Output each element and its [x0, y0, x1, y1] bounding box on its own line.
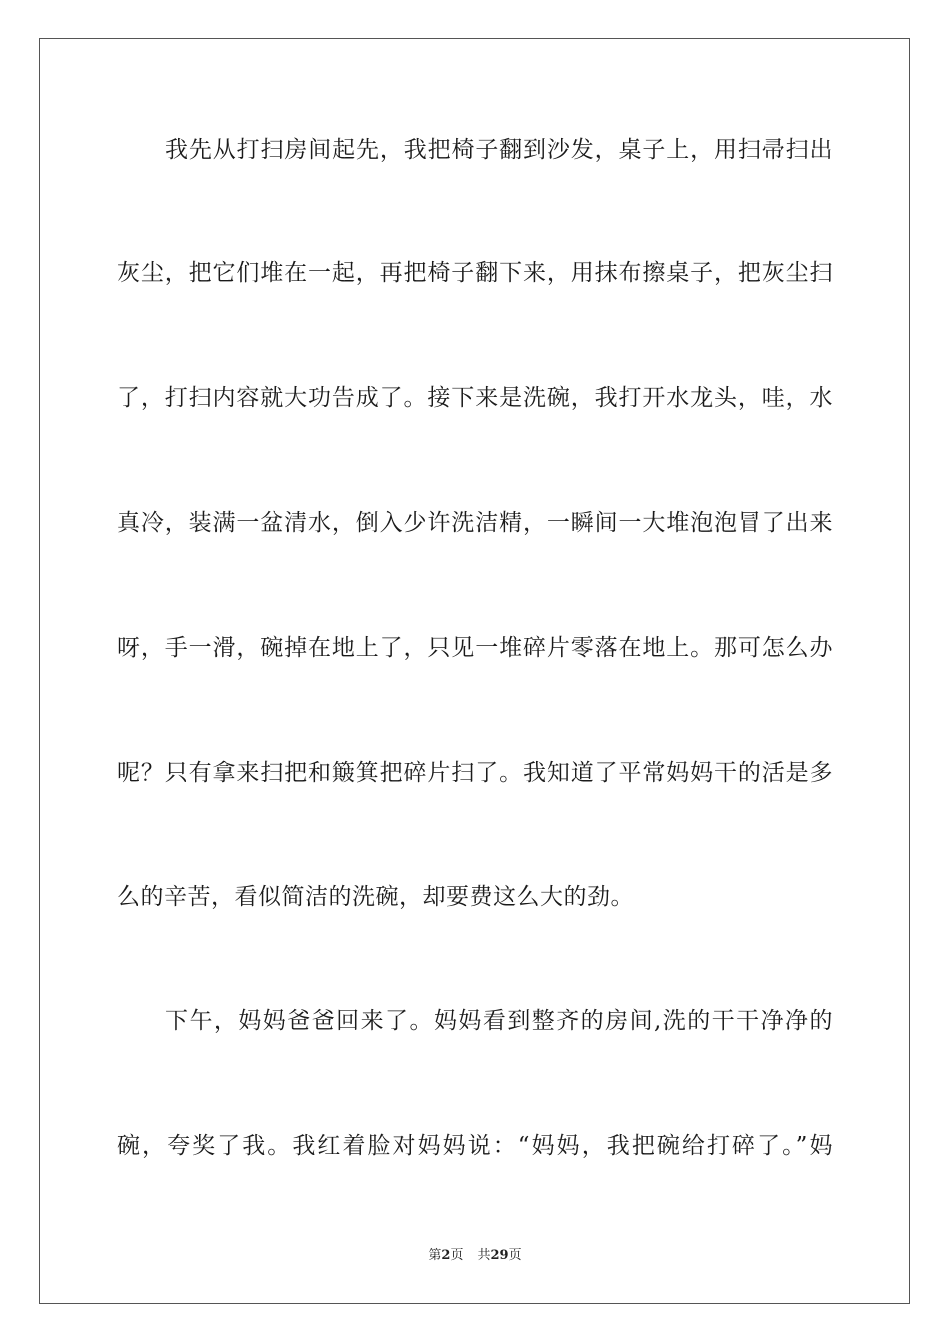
- page-prefix: 第: [428, 1248, 442, 1263]
- paragraph-1-line-6: 呢？只有拿来扫把和簸箕把碎片扫了。我知道了平常妈妈干的活是多: [117, 760, 833, 786]
- paragraph-1-line-1: 我先从打扫房间起先，我把椅子翻到沙发，桌子上，用扫帚扫出: [165, 137, 833, 163]
- total-suffix: 页: [508, 1248, 522, 1263]
- total-pages: 29: [490, 1248, 509, 1263]
- paragraph-1-line-2: 灰尘，把它们堆在一起，再把椅子翻下来，用抹布擦桌子，把灰尘扫: [117, 260, 833, 286]
- paragraph-1-line-5: 呀，手一滑，碗掉在地上了，只见一堆碎片零落在地上。那可怎么办: [117, 635, 833, 661]
- total-prefix: 共: [477, 1248, 491, 1263]
- page-footer: [0, 1247, 950, 1265]
- paragraph-1-line-4: 真冷，装满一盆清水，倒入少许洗洁精，一瞬间一大堆泡泡冒了出来: [117, 510, 833, 536]
- page-border: [39, 38, 910, 1304]
- page-suffix: 页: [450, 1248, 464, 1263]
- paragraph-1-line-7: 么的辛苦，看似简洁的洗碗，却要费这么大的劲。: [117, 884, 634, 910]
- paragraph-1-line-3: 了，打扫内容就大功告成了。接下来是洗碗，我打开水龙头，哇，水: [117, 385, 833, 411]
- paragraph-2-line-2: 碗，夸奖了我。我红着脸对妈妈说：“妈妈，我把碗给打碎了。”妈: [117, 1133, 833, 1159]
- page-number: 2: [441, 1248, 451, 1263]
- paragraph-2-line-1: 下午，妈妈爸爸回来了。妈妈看到整齐的房间,洗的干干净净的: [165, 1008, 833, 1034]
